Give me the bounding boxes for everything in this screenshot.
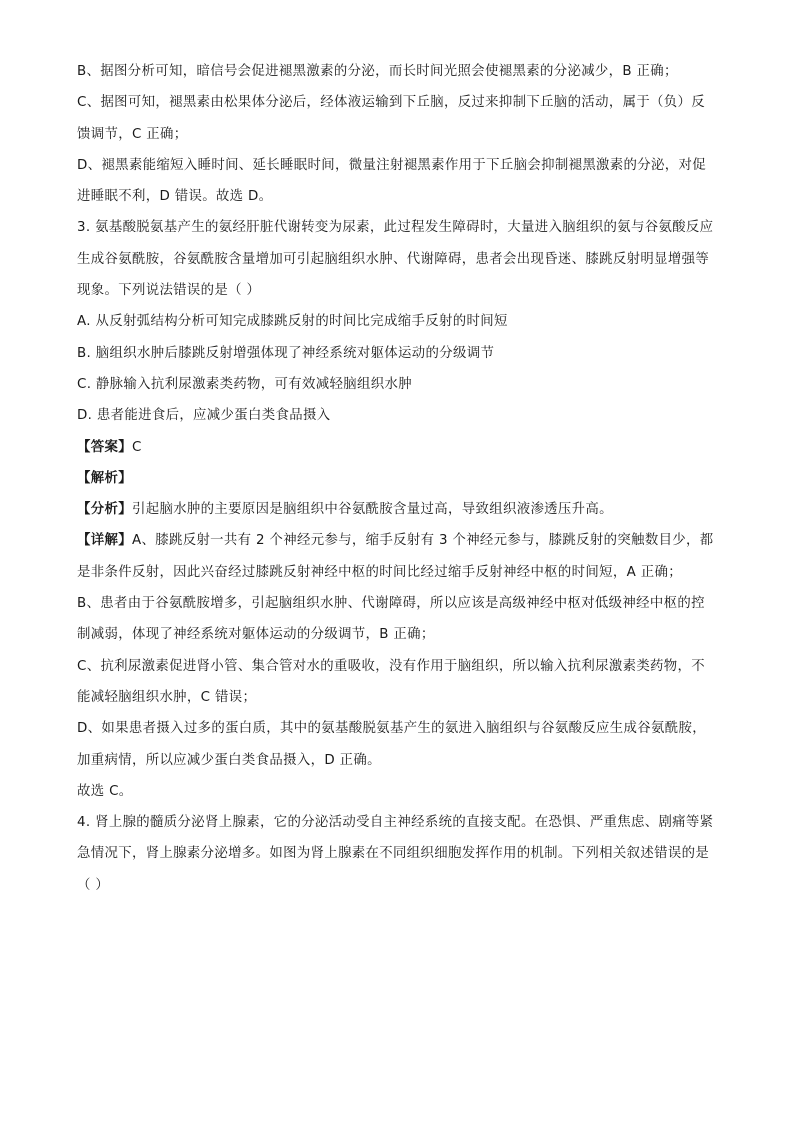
detail-line: B、患者由于谷氨酰胺增多，引起脑组织水肿、代谢障碍，所以应该是高级神经中枢对低级神经中枢的控 [77, 596, 705, 612]
detail-first-text: A、膝跳反射一共有 2 个神经元参与，缩手反射有 3 个神经元参与，膝跳反射的突触数目少，都 [131, 533, 714, 549]
previous-answer-section [77, 62, 727, 207]
question-3-stem-line: 3. 氨基酸脱氨基产生的氨经肝脏代谢转变为尿素，此过程发生障碍时，大量进入脑组织的氨与谷氨酸反应 [77, 220, 714, 236]
question-3-stem-line: 现象。下列说法错误的是（ ） [77, 283, 261, 299]
question-4-stem-line: 4. 肾上腺的髓质分泌肾上腺素，它的分泌活动受自主神经系统的直接支配。在恐惧、严重焦虑、剧痛等紧 [77, 815, 714, 831]
question-4 [77, 813, 727, 896]
analysis-line [77, 500, 727, 520]
answer-line-d: D、褪黑素能缩短入睡时间、延长睡眠时间，微量注射褪黑素作用于下丘脑会抑制褪黑激素的分泌，对促 [77, 157, 706, 173]
explanation-heading [77, 469, 727, 489]
answer-line-d-cont: 进睡眠不利，D 错误。故选 D。 [77, 189, 273, 205]
conclusion-line: 故选 C。 [77, 783, 133, 799]
answer-line [77, 438, 727, 458]
analysis-text: 引起脑水肿的主要原因是脑组织中谷氨酰胺含量过高，导致组织液渗透压升高。 [131, 502, 613, 518]
detail-line: 能减轻脑组织水肿，C 错误； [77, 689, 257, 705]
answer-line-b: B、据图分析可知，暗信号会促进褪黑激素的分泌，而长时间光照会使褪黑素的分泌减少，B 正确； [77, 64, 678, 79]
detail-line: C、抗利尿激素促进肾小管、集合管对水的重吸收，没有作用于脑组织，所以输入抗利尿激素类药物，不 [77, 658, 706, 674]
answer-tag: 【答案】 [77, 439, 132, 455]
document-page [77, 62, 727, 907]
detail-line: 制减弱，体现了神经系统对躯体运动的分级调节，B 正确； [77, 627, 435, 643]
analysis-tag: 【分析】 [77, 502, 132, 518]
answer-line-c: C、据图可知，褪黑素由松果体分泌后，经体液运输到下丘脑，反过来抑制下丘脑的活动，属于（负）反 [77, 95, 706, 111]
detail-tag: 【详解】 [77, 533, 132, 549]
question-3 [77, 218, 727, 801]
explanation-tag: 【解析】 [77, 470, 132, 486]
option-c: C. 静脉输入抗利尿激素类药物，可有效减轻脑组织水肿 [77, 376, 412, 392]
option-a: A. 从反射弧结构分析可知完成膝跳反射的时间比完成缩手反射的时间短 [77, 314, 508, 330]
detail-line: D、如果患者摄入过多的蛋白质，其中的氨基酸脱氨基产生的氨进入脑组织与谷氨酸反应生成谷氨酰胺， [77, 721, 706, 737]
detail-line: 是非条件反射，因此兴奋经过膝跳反射神经中枢的时间比经过缩手反射神经中枢的时间短，A 正确； [77, 564, 682, 580]
question-3-stem-line: 生成谷氨酰胺，谷氨酰胺含量增加可引起脑组织水肿、代谢障碍，患者会出现昏迷、膝跳反射明显增强等 [77, 251, 710, 267]
option-d: D. 患者能进食后，应减少蛋白类食品摄入 [77, 408, 331, 424]
question-4-stem-line: 急情况下，肾上腺素分泌增多。如图为肾上腺素在不同组织细胞发挥作用的机制。下列相关叙述错误的是 [77, 846, 710, 862]
detail-line [77, 531, 727, 551]
answer-line-c-cont: 馈调节，C 正确； [77, 126, 188, 142]
option-b: B. 脑组织水肿后膝跳反射增强体现了神经系统对躯体运动的分级调节 [77, 345, 495, 361]
answer-value: C [131, 439, 142, 455]
detail-line: 加重病情，所以应减少蛋白类食品摄入，D 正确。 [77, 752, 381, 768]
question-4-stem-line: （ ） [77, 877, 110, 893]
